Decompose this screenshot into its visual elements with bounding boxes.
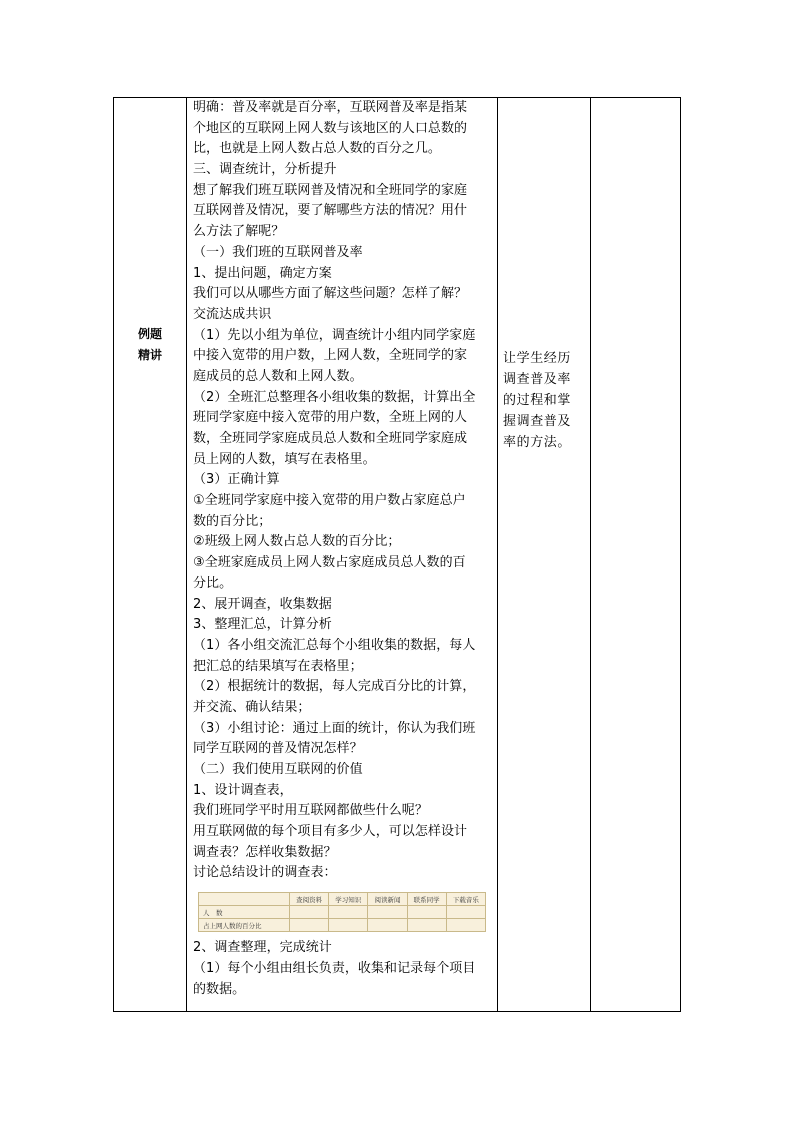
content-line: 2、展开调查，收集数据	[193, 596, 332, 612]
content-line: 3、整理汇总，计算分析	[193, 617, 332, 633]
column-divider	[497, 98, 498, 1011]
content-line: 1、设计调查表，	[193, 782, 293, 798]
content-line: 分比。	[193, 575, 233, 591]
survey-table-header: 学习知识	[329, 893, 368, 906]
content-line: （3）正确计算	[193, 472, 280, 488]
note-line: 让学生经历	[503, 351, 572, 366]
content-line: ③全班家庭成员上网人数占家庭成员总人数的百	[193, 555, 466, 571]
content-line: 同学互联网的普及情况怎样？	[193, 741, 363, 757]
survey-table-header: 查阅资料	[290, 893, 329, 906]
content-line: 班同学家庭中接入宽带的用户数，全班上网的人	[193, 410, 468, 426]
content-line: 交流达成共识	[193, 306, 272, 322]
note-line: 握调查普及	[503, 414, 572, 429]
content-cell	[193, 98, 495, 1000]
content-line: 中接入宽带的用户数，上网人数，全班同学的家	[193, 348, 468, 364]
content-line: 讨论总结设计的调查表：	[193, 865, 337, 881]
content-line: 想了解我们班互联网普及情况和全班同学的家庭	[193, 182, 468, 198]
content-line: （1）各小组交流汇总每个小组收集的数据，每人	[193, 637, 476, 653]
survey-table-cell	[407, 906, 446, 919]
survey-table-header: 联系同学	[407, 893, 446, 906]
survey-table-row	[199, 906, 486, 919]
content-line: 把汇总的结果填写在表格里；	[193, 658, 363, 674]
content-line: ①全班同学家庭中接入宽带的用户数占家庭总户	[193, 493, 466, 509]
content-line: 1、提出问题，确定方案	[193, 265, 332, 281]
content-line: 互联网普及情况，要了解哪些方法的情况？用什	[193, 203, 468, 219]
survey-table-cell	[329, 919, 368, 932]
survey-table-cell	[329, 906, 368, 919]
content-line: 比，也就是上网人数占总人数的百分之几。	[193, 141, 441, 157]
teaching-note-cell	[503, 348, 587, 453]
survey-table-cell	[199, 893, 290, 906]
section-label-line: 精讲	[137, 348, 162, 362]
content-lines	[193, 98, 495, 884]
content-line: 员上网的人数，填写在表格里。	[193, 451, 376, 467]
content-line: 三、调查统计，分析提升	[193, 162, 337, 178]
content-lines-after	[193, 938, 495, 1000]
content-line: （2）全班汇总整理各小组收集的数据，计算出全	[193, 389, 476, 405]
content-line: （2）根据统计的数据，每人完成百分比的计算，	[193, 679, 476, 695]
note-line: 的过程和掌	[503, 393, 572, 408]
survey-table-cell	[290, 919, 329, 932]
survey-table-header: 阅读新闻	[368, 893, 407, 906]
content-line: 我们可以从哪些方面了解这些问题？怎样了解？	[193, 286, 468, 302]
content-line: （1）每个小组由组长负责，收集和记录每个项目	[193, 960, 476, 976]
survey-table-cell	[368, 919, 407, 932]
column-divider	[590, 98, 591, 1011]
survey-table-row-label: 人 数	[199, 906, 290, 919]
survey-table-cell	[446, 906, 485, 919]
survey-table-cell	[290, 906, 329, 919]
content-line: 用互联网做的每个项目有多少人，可以怎样设计	[193, 824, 468, 840]
survey-table-cell	[446, 919, 485, 932]
content-line: 么方法了解呢？	[193, 224, 285, 240]
content-line: 并交流、确认结果；	[193, 699, 311, 715]
content-line: 个地区的互联网上网人数与该地区的人口总数的	[193, 120, 468, 136]
column-divider	[186, 98, 187, 1011]
content-line: ②班级上网人数占总人数的百分比；	[193, 534, 401, 550]
content-line: 调查表？怎样收集数据？	[193, 844, 337, 860]
content-line: 2、调查整理，完成统计	[193, 940, 332, 956]
content-line: 的数据。	[193, 981, 246, 997]
note-line: 调查普及率	[503, 372, 572, 387]
content-line: 我们班同学平时用互联网都做些什么呢？	[193, 803, 428, 819]
content-line: （二）我们使用互联网的价值	[193, 762, 363, 777]
content-line: （3）小组讨论：通过上面的统计，你认为我们班	[193, 720, 476, 736]
content-line: 数的百分比；	[193, 513, 272, 529]
survey-table-row	[199, 919, 486, 932]
section-label-cell	[114, 324, 186, 366]
survey-table-row-label: 占上网人数的百分比	[199, 919, 290, 932]
note-line: 率的方法。	[503, 435, 572, 450]
content-line: 明确：普及率就是百分率，互联网普及率是指某	[193, 100, 468, 115]
section-label-line: 例题	[137, 327, 162, 341]
survey-table-header-row	[199, 893, 486, 906]
lesson-table	[113, 97, 681, 1012]
survey-table	[198, 892, 486, 932]
content-line: 庭成员的总人数和上网人数。	[193, 368, 363, 384]
survey-table-cell	[368, 906, 407, 919]
content-line: （一）我们班的互联网普及率	[193, 244, 363, 260]
survey-table-cell	[407, 919, 446, 932]
survey-table-header: 下载音乐	[446, 893, 485, 906]
content-line: （1）先以小组为单位，调查统计小组内同学家庭	[193, 327, 476, 343]
content-line: 数，全班同学家庭成员总人数和全班同学家庭成	[193, 431, 468, 446]
